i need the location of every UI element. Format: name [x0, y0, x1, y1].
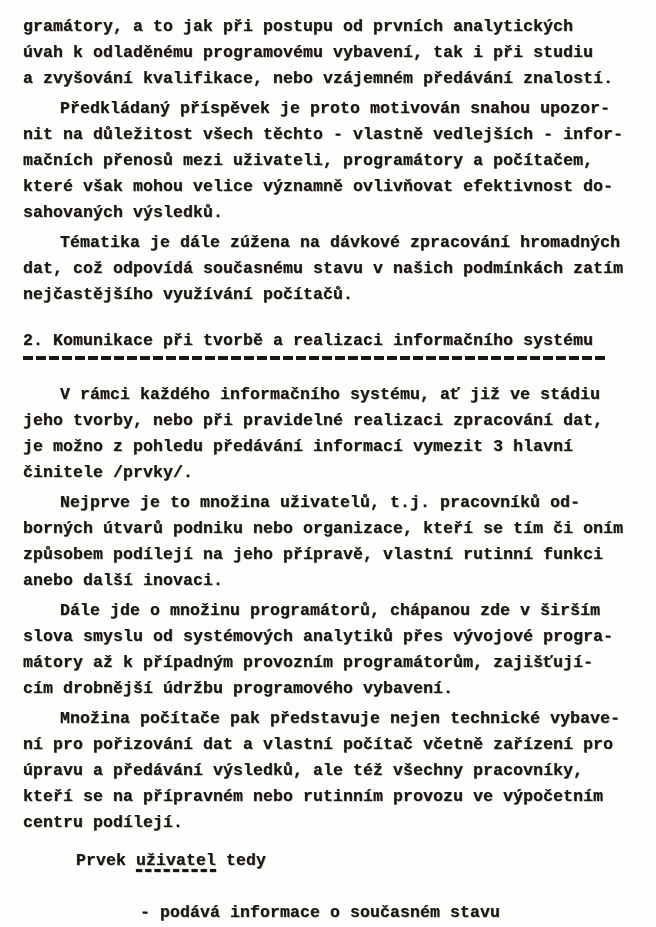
text-line: nejčastějšího využívání počítačů.	[23, 285, 354, 304]
text-line: jeho tvorby, nebo při pravidelné realizaci zpracování dat,	[23, 411, 604, 430]
text-line: cím drobnější údržbu programového vybavení.	[23, 679, 454, 698]
text-line: centru podílejí.	[23, 813, 184, 832]
text-line: Nejprve je to množina uživatelů, t.j. pracovníků od-	[60, 493, 581, 512]
text-line: Dále jde o množinu programátorů, chápanou zde v širším	[60, 601, 601, 620]
text-line: ní pro pořizování dat a vlastní počítač včetně zařízení pro	[23, 735, 614, 754]
paragraph	[23, 230, 644, 308]
text-line: je možno z pohledu předávání informací vymezit 3 hlavní	[23, 437, 574, 456]
text-line: anebo další inovaci.	[23, 571, 224, 590]
subject-term: uživatel	[136, 851, 217, 870]
text-line: mačních přenosů mezi uživateli, programátory a počítačem,	[23, 151, 594, 170]
paragraph	[23, 598, 644, 702]
text-line: kteří se na přípravném nebo rutinním provozu ve výpočetním	[23, 787, 604, 806]
text-line: nit na důležitost všech těchto - vlastně vedlejších - infor-	[23, 125, 624, 144]
paragraph	[23, 382, 644, 486]
text-line: slova smyslu od systémových analytiků přes vývojové progra-	[23, 627, 614, 646]
text-line: úpravu a předávání výsledků, ale též všechny pracovníky,	[23, 761, 584, 780]
text-line: borných útvarů podniku nebo organizace, kteří se tím či oním	[23, 519, 624, 538]
text-line: Tématika je dále zúžena na dávkové zpracování hromadných	[60, 233, 621, 252]
text-line	[76, 848, 644, 874]
text-line: Předkládaný příspěvek je proto motivován snahou upozor-	[60, 99, 611, 118]
text-line: gramátory, a to jak při postupu od prvních analytických	[23, 17, 574, 36]
text-line: sahovaných výsledků.	[23, 203, 224, 222]
text-line: Množina počítače pak představuje nejen technické vybave-	[60, 709, 621, 728]
text-line: mátory až k případným provozním programátorům, zajišťují-	[23, 653, 594, 672]
heading-text: 2. Komunikace při tvorbě a realizaci informačního systému	[23, 331, 594, 350]
subject-line	[23, 848, 644, 874]
text-line: úvah k odladěnému programovému vybavení, tak i při studiu	[23, 43, 594, 62]
section-heading	[23, 328, 644, 360]
text-line: a zvyšování kvalifikace, nebo vzájemném předávání znalostí.	[23, 69, 614, 88]
subject-post: tedy	[216, 851, 267, 870]
paragraph	[23, 96, 644, 226]
heading-underline	[23, 356, 605, 360]
subject-pre: Prvek	[76, 851, 137, 870]
list-item	[23, 900, 644, 926]
text-line: V rámci každého informačního systému, ať již ve stádiu	[60, 385, 601, 404]
text-line: - podává informace o současném stavu	[140, 903, 501, 922]
text-line: dat, což odpovídá současnému stavu v našich podmínkách zatím	[23, 259, 624, 278]
paragraph	[23, 490, 644, 594]
text-line: které však mohou velice významně ovlivňovat efektivnost do-	[23, 177, 614, 196]
text-line: činitele /prvky/.	[23, 463, 194, 482]
paragraph	[23, 706, 644, 836]
text-line: způsobem podílejí na jeho přípravě, vlastní rutinní funkci	[23, 545, 604, 564]
document-text	[23, 14, 644, 926]
paragraph	[23, 14, 644, 92]
